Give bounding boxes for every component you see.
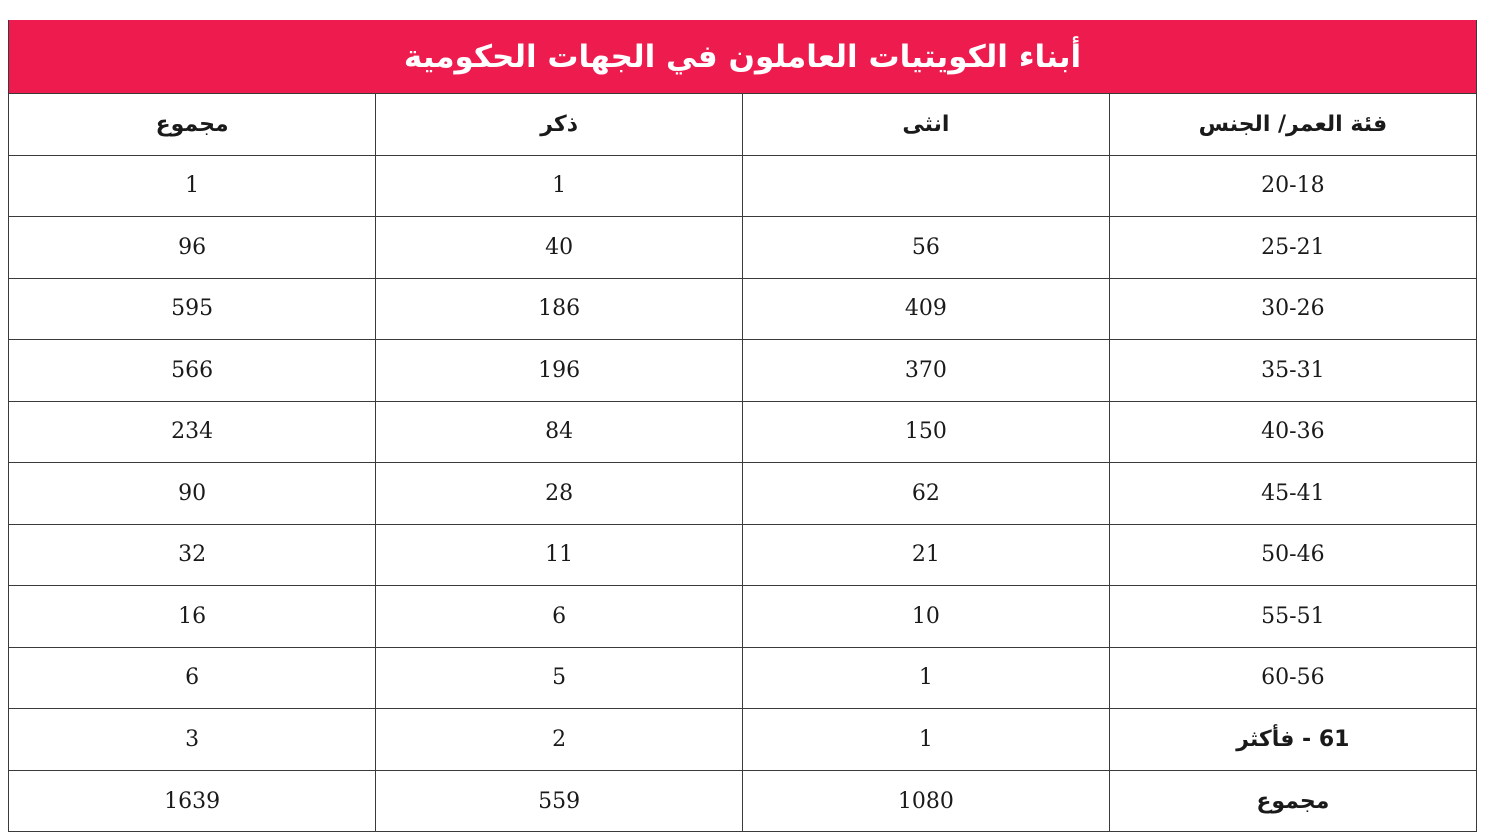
female-total-cell: 1080 bbox=[743, 770, 1110, 832]
age-group-cell: 25-21 bbox=[1109, 217, 1476, 279]
table-row bbox=[9, 647, 1476, 709]
header-female: انثى bbox=[743, 94, 1110, 155]
female-cell: 56 bbox=[743, 217, 1110, 279]
age-group-cell: 35-31 bbox=[1109, 340, 1476, 402]
male-total-cell: 559 bbox=[376, 770, 743, 832]
total-cell: 566 bbox=[9, 340, 376, 402]
table-row bbox=[9, 155, 1476, 217]
age-group-cell: 40-36 bbox=[1109, 401, 1476, 463]
age-group-cell: 55-51 bbox=[1109, 586, 1476, 648]
total-cell: 1 bbox=[9, 155, 376, 217]
table-header-row bbox=[9, 94, 1476, 155]
male-cell: 1 bbox=[376, 155, 743, 217]
total-cell: 595 bbox=[9, 278, 376, 340]
female-cell: 1 bbox=[743, 647, 1110, 709]
total-cell: 32 bbox=[9, 524, 376, 586]
male-cell: 40 bbox=[376, 217, 743, 279]
age-group-cell: 30-26 bbox=[1109, 278, 1476, 340]
male-cell: 2 bbox=[376, 709, 743, 771]
female-cell: 62 bbox=[743, 463, 1110, 525]
total-cell: 3 bbox=[9, 709, 376, 771]
table-row bbox=[9, 278, 1476, 340]
female-cell: 1 bbox=[743, 709, 1110, 771]
total-cell: 234 bbox=[9, 401, 376, 463]
age-group-cell bbox=[1109, 709, 1476, 771]
female-cell: 10 bbox=[743, 586, 1110, 648]
male-cell: 11 bbox=[376, 524, 743, 586]
table-row bbox=[9, 524, 1476, 586]
male-cell: 28 bbox=[376, 463, 743, 525]
table-row bbox=[9, 401, 1476, 463]
female-cell bbox=[743, 155, 1110, 217]
age-group-cell: 50-46 bbox=[1109, 524, 1476, 586]
table-row bbox=[9, 586, 1476, 648]
grand-total-cell: 1639 bbox=[9, 770, 376, 832]
female-cell: 370 bbox=[743, 340, 1110, 402]
total-cell: 16 bbox=[9, 586, 376, 648]
male-cell: 186 bbox=[376, 278, 743, 340]
age-group-cell: 60-56 bbox=[1109, 647, 1476, 709]
female-cell: 21 bbox=[743, 524, 1110, 586]
table-title: أبناء الكويتيات العاملون في الجهات الحكومية bbox=[9, 20, 1476, 94]
total-cell: 6 bbox=[9, 647, 376, 709]
table-row bbox=[9, 463, 1476, 525]
male-cell: 196 bbox=[376, 340, 743, 402]
table-row bbox=[9, 217, 1476, 279]
age-gender-table bbox=[9, 94, 1476, 832]
table-row bbox=[9, 709, 1476, 771]
female-cell: 409 bbox=[743, 278, 1110, 340]
header-age-group: فئة العمر/ الجنس bbox=[1109, 94, 1476, 155]
age-group-cell: 45-41 bbox=[1109, 463, 1476, 525]
age-group-cell: 20-18 bbox=[1109, 155, 1476, 217]
male-cell: 84 bbox=[376, 401, 743, 463]
header-total: مجموع bbox=[9, 94, 376, 155]
male-cell: 6 bbox=[376, 586, 743, 648]
table-row bbox=[9, 340, 1476, 402]
total-row-label: مجموع bbox=[1109, 770, 1476, 832]
female-cell: 150 bbox=[743, 401, 1110, 463]
total-cell: 96 bbox=[9, 217, 376, 279]
age-group-label: 61 - فأكثر bbox=[1236, 726, 1350, 752]
table-total-row bbox=[9, 770, 1476, 832]
header-male: ذكر bbox=[376, 94, 743, 155]
male-cell: 5 bbox=[376, 647, 743, 709]
total-cell: 90 bbox=[9, 463, 376, 525]
data-table-sheet bbox=[8, 20, 1477, 832]
